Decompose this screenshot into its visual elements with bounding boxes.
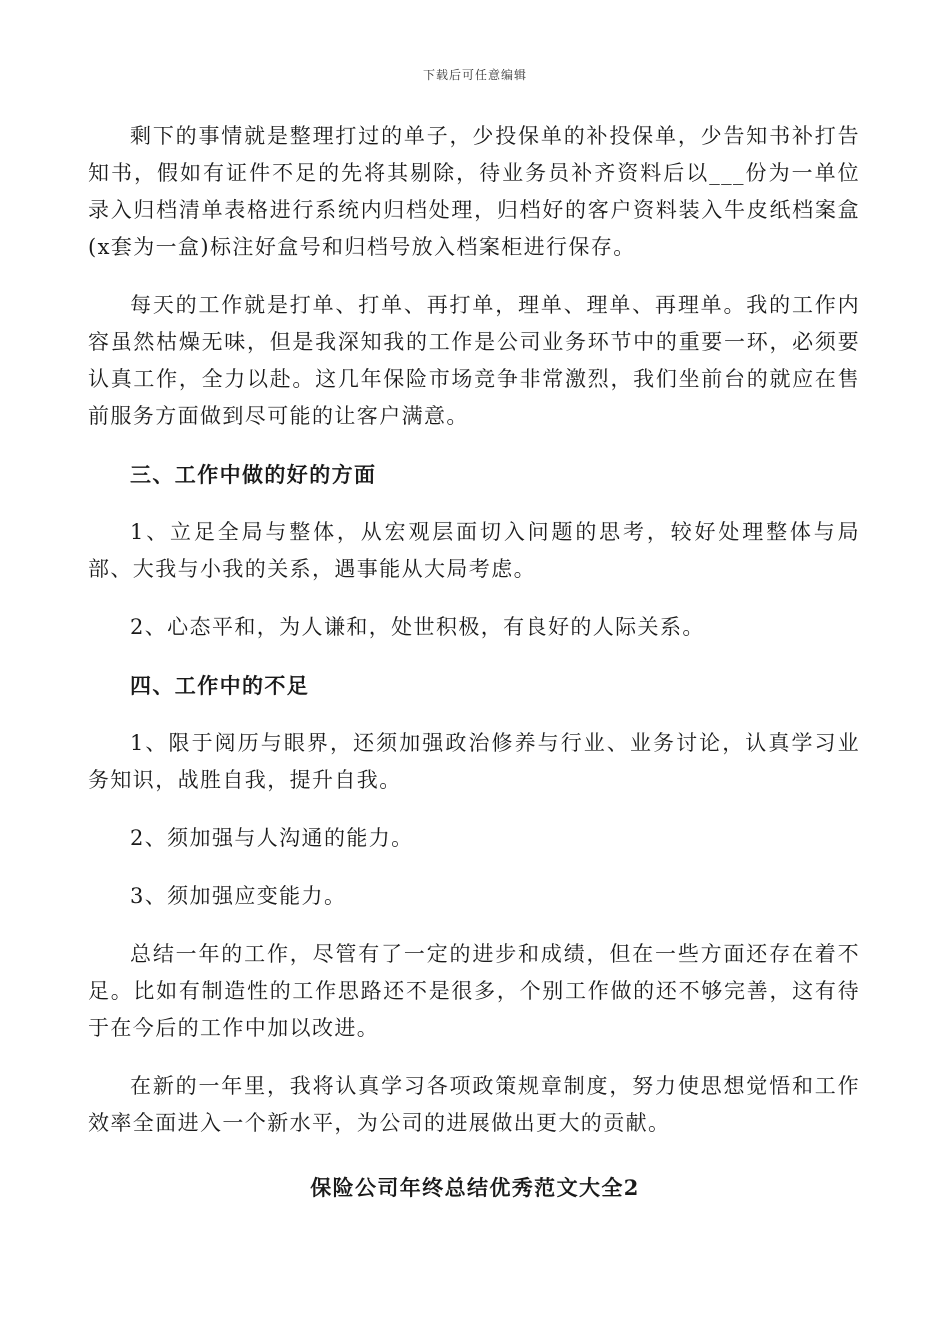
document-body xyxy=(88,118,860,1163)
section-heading-shortcomings: 四、工作中的不足 xyxy=(130,673,310,698)
page-header: 下载后可任意编辑 xyxy=(422,68,527,82)
next-article-title: 保险公司年终总结优秀范文大全2 xyxy=(310,1175,640,1200)
paragraph-filing: 剩下的事情就是整理打过的单子，少投保单的补投保单，少告知书补打告知书，假如有证件不足的先将其剔除，待业务员补齐资料后以___份为一单位录入归档清单表格进行系统内归档处理，归档好的客户资料装入牛皮纸档案盒(x套为一盒)标注好盒号和归档号放入档案柜进行保存。 xyxy=(88,124,860,259)
section-heading-strengths: 三、工作中做的好的方面 xyxy=(130,462,377,487)
strength-item-1: 1、立足全局与整体，从宏观层面切入问题的思考，较好处理整体与局部、大我与小我的关系，遇事能从大局考虑。 xyxy=(88,520,860,581)
paragraph-new-year: 在新的一年里，我将认真学习各项政策规章制度，努力使思想觉悟和工作效率全面进入一个新水平，为公司的进展做出更大的贡献。 xyxy=(88,1074,860,1135)
shortcoming-item-1: 1、限于阅历与眼界，还须加强政治修养与行业、业务讨论，认真学习业务知识，战胜自我，提升自我。 xyxy=(88,731,860,792)
paragraph-summary: 总结一年的工作，尽管有了一定的进步和成绩，但在一些方面还存在着不足。比如有制造性的工作思路还不是很多，个别工作做的还不够完善，这有待于在今后的工作中加以改进。 xyxy=(88,942,860,1040)
paragraph-daily-work: 每天的工作就是打单、打单、再打单，理单、理单、再理单。我的工作内容虽然枯燥无味，但是我深知我的工作是公司业务环节中的重要一环，必须要认真工作，全力以赴。这几年保险市场竞争非常激烈，我们坐前台的就应在售前服务方面做到尽可能的让客户满意。 xyxy=(88,293,860,428)
shortcoming-item-2: 2、须加强与人沟通的能力。 xyxy=(130,826,414,850)
strength-item-2: 2、心态平和，为人谦和，处世积极，有良好的人际关系。 xyxy=(130,615,705,639)
shortcoming-item-3: 3、须加强应变能力。 xyxy=(130,884,347,908)
